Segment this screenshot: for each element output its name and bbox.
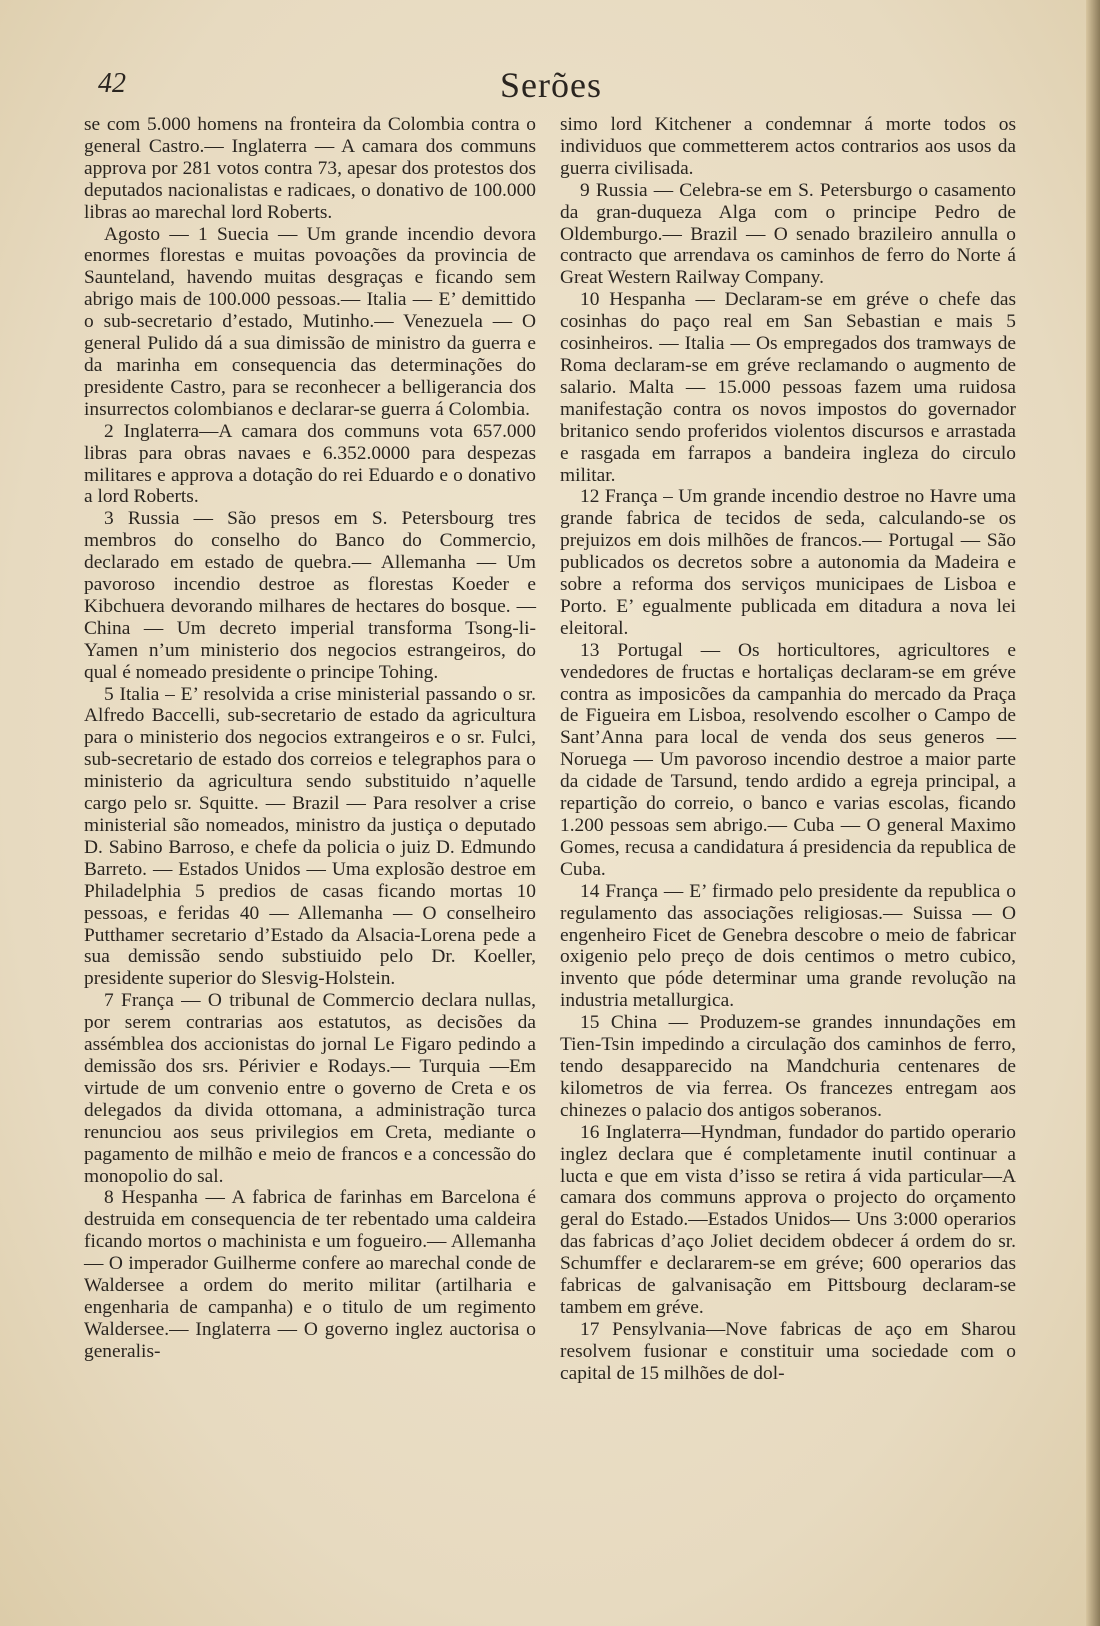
chronicle-entry: 7 França — O tribunal de Commercio declara nullas, por serem contrarias aos estatutos, as decisões da assémblea dos accionistas do jornal Le Figaro pedindo a demissão dos srs. Périvier e Rodays.— Turquia —Em virtude de um convenio entre o governo de Creta e os delegados da divida ottomana, a administração turca renunciou aos seus privilegios em Creta, mediante o pagamento de milhão e meio de francos e a concessão do monopolio do sal.: [84, 990, 536, 1187]
chronicle-entry: 8 Hespanha — A fabrica de farinhas em Barcelona é destruida em consequencia de ter rebentado uma caldeira ficando mortos o machinista e um fogueiro.— Allemanha — O imperador Guilherme confere ao marechal conde de Waldersee a ordem do merito militar (artilharia e engenharia de campanha) e o titulo de um regimento Waldersee.— Inglaterra — O governo inglez auctorisa o generalis-: [84, 1187, 536, 1362]
chronicle-entry: 10 Hespanha — Declaram-se em gréve o chefe das cosinhas do paço real em San Sebastian e mais 5 cosinheiros. — Italia — Os empregados dos tramways de Roma declaram-se em gréve reclamando o augmento de salario. Malta — 15.000 pessoas fazem uma ruidosa manifestação contra os novos impostos do governador britanico sendo proferidos violentos discursos e arrastada e rasgada em farrapos a bandeira ingleza do circulo militar.: [560, 289, 1016, 486]
chronicle-entry: 9 Russia — Celebra-se em S. Petersburgo o casamento da gran-duqueza Alga com o principe Pedro de Oldemburgo.— Brazil — O senado brazileiro annulla o contracto que arrendava os caminhos de ferro do Norte á Great Western Railway Company.: [560, 179, 1016, 289]
chronicle-entry: 13 Portugal — Os horticultores, agricultores e vendedores de fructas e hortaliças declaram-se em gréve contra as imposicões da campanhia do mercado da Praça de Figueira em Lisboa, resolvendo escolher o Campo de Sant’Anna para local de venda dos seus generos — Noruega — Um pavoroso incendio destroe a maior parte da cidade de Tarsund, tendo ardido a egreja principal, a repartição do correio, o banco e varias escolas, ficando 1.200 pessoas sem abrigo.— Cuba — O general Maximo Gomes, recusa a candidatura á presidencia da republica de Cuba.: [560, 639, 1016, 880]
chronicle-entry: 12 França – Um grande incendio destroe no Havre uma grande fabrica de tecidos de seda, calculando-se os prejuizos em dois milhões de francos.— Portugal — São publicados os decretos sobre a autonomia da Madeira e sobre a reforma dos serviços municipaes de Lisboa e Porto. E’ egualmente publicada em ditadura a nova lei eleitoral.: [560, 486, 1016, 639]
page-number: 42: [98, 68, 126, 99]
chronicle-entry: 14 França — E’ firmado pelo presidente da republica o regulamento das associações religiosas.— Suissa — O engenheiro Ficet de Genebra descobre o meio de fabricar oxigenio pelo preço de dois centimos o metro cubico, invento que póde determinar uma grande revolução na industria metallurgica.: [560, 880, 1016, 1012]
chronicle-entry: 3 Russia — São presos em S. Petersbourg tres membros do conselho do Banco do Commercio, declarado em estado de quebra.— Allemanha — Um pavoroso incendio destroe as florestas Koeder e Kibchuera devorando milhares de hectares do bosque. — China — Um decreto imperial transforma Tsong-li-Yamen n’um ministerio dos negocios estrangeiros, do qual é nomeado presidente o principe Tohing.: [84, 508, 536, 683]
chronicle-entry: Agosto — 1 Suecia — Um grande incendio devora enormes florestas e muitas povoações da provincia de Saunteland, havendo muitas desgraças e ficando sem abrigo mais de 100.000 pessoas.— Italia — E’ demittido o sub-secretario d’estado, Mutinho.— Venezuela — O general Pulido dá a sua dimissão de ministro da guerra e da marinha em consequencia das determinações do presidente Castro, para se reconhecer a belligerancia dos insurrectos colombianos e declarar-se guerra á Colombia.: [84, 223, 536, 420]
left-column: [84, 114, 536, 1363]
chronicle-entry: 17 Pensylvania—Nove fabricas de aço em Sharou resolvem fusionar e constituir uma sociedade com o capital de 15 milhões de dol-: [560, 1318, 1016, 1384]
page-edge: [1086, 0, 1100, 1626]
right-column: [560, 114, 1016, 1385]
chronicle-entry: 15 China — Produzem-se grandes innundações em Tien-Tsin impedindo a circulação dos caminhos de ferro, tendo desapparecido na Mandchuria centenares de kilometros de via ferrea. Os francezes entregam aos chinezes o palacio dos antigos soberanos.: [560, 1012, 1016, 1121]
running-head-title: Serões: [500, 65, 602, 105]
chronicle-entry: 2 Inglaterra—A camara dos communs vota 657.000 libras para obras navaes e 6.352.0000 para despezas militares e approva a dotação do rei Eduardo e o donativo a lord Roberts.: [84, 420, 536, 508]
chronicle-entry: 5 Italia – E’ resolvida a crise ministerial passando o sr. Alfredo Baccelli, sub-secretario de estado da agricultura para o ministerio dos negocios extrangeiros e o sr. Fulci, sub-secretario de estado dos correios e telegraphos para o ministerio da agricultura sendo substituido n’aquelle cargo pelo sr. Squitte. — Brazil — Para resolver a crise ministerial são nomeados, ministro da justiça o deputado D. Sabino Barroso, e chefe da policia o juiz D. Edmundo Barreto. — Estados Unidos — Uma explosão destroe em Philadelphia 5 predios de casas ficando mortas 10 pessoas, e feridas 40 — Allemanha — O conselheiro Putthamer secretario d’Estado da Alsacia-Lorena pede a sua demissão sendo substiuido pelo Dr. Koeller, presidente superior do Slesvig-Holstein.: [84, 683, 536, 990]
chronicle-entry: se com 5.000 homens na fronteira da Colombia contra o general Castro.— Inglaterra — A camara dos communs approva por 281 votos contra 73, apesar dos protestos dos deputados nacionalistas e radicaes, o donativo de 100.000 libras ao marechal lord Roberts.: [84, 114, 536, 223]
chronicle-entry: simo lord Kitchener a condemnar á morte todos os individuos que commetterem actos contrarios aos usos da guerra civilisada.: [560, 114, 1016, 179]
chronicle-entry: 16 Inglaterra—Hyndman, fundador do partido operario inglez declara que é completamente inutil continuar a lucta e que em vista d’isso se retira á vida particular—A camara dos communs approva o projecto do orçamento geral do Estado.—Estados Unidos— Uns 3:000 operarios das fabricas d’aço Joliet decidem obdecer á ordem do sr. Schumffer e declararem-se em gréve; 600 operarios das fabricas de galvanisação em Pittsbourg declaram-se tambem em gréve.: [560, 1121, 1016, 1318]
